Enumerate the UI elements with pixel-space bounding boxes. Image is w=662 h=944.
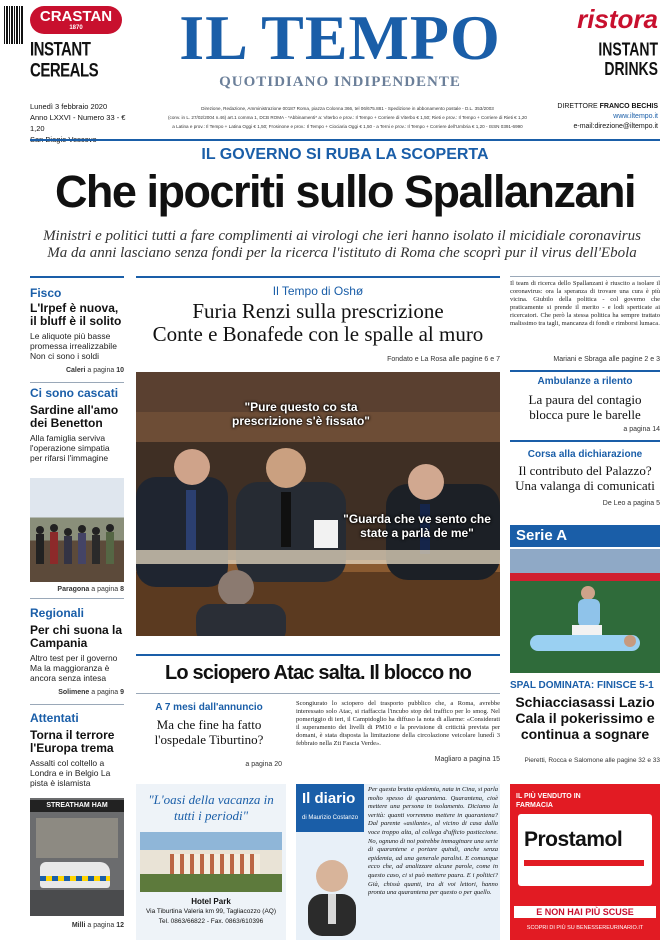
atac-article: Scongiurato lo sciopero del trasporto pubblico che, a Roma, avrebbe interessato solo Atac, si riaffaccia l'incubo stop del traffico per lo smog. Nel pomeriggio di ieri, il Campidoglio ha diffuso la nota di allarme: «Considerati il superamento dei livelli di PM10 e la previsione di criticità prevista per domani, è stata disposta la limitazione della circolazione veicolare lunedì 3 febbraio nella Zti Fascia Verde». [296, 700, 500, 747]
right-masthead-ad[interactable] [562, 4, 658, 84]
speech-bubble-1: "Pure questo co sta prescrizione s'è fissato" [232, 400, 370, 428]
corsa-kicker: Corsa alla dichiarazione [527, 449, 643, 460]
tiburtino-box: A 7 mesi dall'annuncio Ma che fine ha fatto l'ospedale Tiburtino? a pagina 20 [136, 702, 282, 768]
prostamol-footer: SCOPRI DI PIÙ SU BENESSEREURINARIO.IT [526, 925, 644, 931]
diario-text: Per questa brutta epidemia, nata in Cina, si parla molto spesso di quarantena. Quarantena, cioè mettere una persona in isolamento. Diciamo la verità: quanti vorremmo mettere in quarantena? Dal parente «asilante», al vicino di casa dalla voce troppo alta, al collega d'ufficio pasticcione. No, ognuno di noi potrebbe immaginare una serie di quarantene e portare quindi, anche senza epidemia, ad una generale paralisi. E comunque ecco che, ad analizzare alcune parole, come in questo caso, ci si può mettere paura. E i politici? Già, chissà quanti, tra di voi lettori, hanno pronta una quarantena per questo o per quello. [368, 786, 498, 897]
hotel-name: Hotel Park [191, 897, 231, 906]
corsa-title[interactable]: Il contributo del Palazzo? Una valanga di comunicati [515, 463, 655, 493]
serie-a-label: Serie A [510, 525, 660, 547]
diario-box [296, 784, 500, 940]
hotel-slogan: "L'oasi della vacanza in tutti i periodi" [148, 792, 274, 823]
center-headline[interactable]: Furia Renzi sulla prescrizione Conte e Bonafede con le spalle al muro [152, 299, 484, 346]
spal-title[interactable]: Schiacciasassi Lazio Cala il pokerissimo e continua a sognare [515, 694, 655, 742]
diario-header: Il diario di Maurizio Costanzo [296, 784, 364, 832]
publisher-info: Direzione, Redazione, Amministrazione 00187 Roma, piazza Colonna 366, tel 06/675.881 - Spedizione in abbonamento postale - D.L. 353/2003 (conv. in L. 27/02/2004 n.46) art.1 comma 1, DCB ROMA - *Abbinamenti* a: Viterbo e prov.: Il Tempo + Corriere di Viterbo € 1,50; Rieti e prov.: Il Tempo + Corriere di Rieti € 1,20 a Latina e prov.: Il Tempo + Latina Oggi € 1,50; Frosinone e prov.: Il Tempo + Ciociaria Oggi € 1,50 - a Terni e prov.: Il Tempo + Corriere dell'Umbria € 1,20 - ISSN 0391-6990 [168, 106, 527, 129]
ambulanze-kicker: Ambulanze a rilento [537, 376, 633, 387]
tiburtino-title[interactable]: Ma che fine ha fatto l'ospedale Tiburtino? [154, 717, 264, 747]
left-column: Fisco L'Irpef è nuova, il bluff è il solito Le aliquote più basse promessa irrealizzabile Non ci sono i soldi Caleri a pagina 10 [30, 276, 124, 374]
costanzo-portrait [300, 848, 364, 936]
parliament-photo [136, 372, 500, 636]
right-ad-product: INSTANT DRINKS [598, 38, 658, 79]
fisco-title[interactable]: L'Irpef è nuova, il bluff è il solito [30, 301, 122, 328]
lead-kicker: IL GOVERNO SI RUBA LA SCOPERTA [201, 146, 489, 163]
email-link[interactable]: e-mail:direzione@iltempo.it [573, 123, 658, 130]
masthead-subtitle: QUOTIDIANO INDIPENDENTE [219, 74, 461, 90]
ristora-logo: ristora [577, 4, 658, 34]
prostamol-box [518, 814, 652, 886]
left-masthead-ad[interactable] [30, 6, 126, 82]
street-sign: STREATHAM HAM [30, 800, 124, 812]
center-kicker: Il Tempo di Oshø [272, 284, 364, 298]
crowd-figures [30, 478, 124, 582]
issue-price: Anno LXXVI - Numero 33 - € 1,20 [30, 113, 126, 133]
hotel-ad[interactable]: "L'oasi della vacanza in tutti i periodi" Hotel Park Via Tiburtina Valeria km 99, Tagliacozzo (AQ) Tel. 0863/66822 - Fax. 0863/610396 [136, 784, 286, 940]
center-byline: Fondato e La Rosa alle pagine 6 e 7 [387, 356, 500, 363]
attentati-photo [30, 798, 124, 916]
sardine-title[interactable]: Sardine all'amo dei Benetton [30, 403, 119, 430]
prostamol-ad[interactable] [510, 784, 660, 940]
sardine-photo [30, 478, 124, 582]
attentati-title[interactable]: Torna il terrore l'Europa trema [30, 728, 115, 755]
hotel-photo [140, 832, 282, 892]
fisco-text: Le aliquote più basse promessa irrealizzabile Non ci sono i soldi [30, 331, 117, 361]
lead-headline[interactable]: Che ipocriti sullo Spallanzani [54, 166, 636, 217]
date: Lunedì 3 febbraio 2020 [30, 102, 108, 111]
ambulanze-title[interactable]: La paura del contagio blocca pure le barelle [528, 392, 642, 422]
atac-ref: Magliaro a pagina 15 [434, 756, 500, 763]
tiburtino-kicker: A 7 mesi dall'annuncio [155, 702, 263, 713]
barcode [4, 6, 24, 44]
website-link[interactable]: www.iltempo.it [613, 113, 658, 120]
left-ad-product: INSTANT CEREALS [30, 38, 99, 82]
section-fisco: Fisco [30, 286, 62, 300]
speech-bubble-2: "Guarda che ve sento che state a parlà de me" [343, 512, 491, 540]
figure-conte [136, 449, 228, 587]
prostamol-top: IL PIÙ VENDUTO IN FARMACIA [516, 793, 581, 809]
left-section-regionali: Regionali Per chi suona la Campania Altro test per il governo Ma la maggioranza è ancora senza intesa Solimene a pagina 9 [30, 606, 124, 696]
police-car [40, 862, 110, 888]
spal-kicker: SPAL DOMINATA: FINISCE 5-1 [510, 680, 654, 691]
prostamol-slogan: E NON HAI PIÙ SCUSE [514, 906, 656, 918]
spallanzani-article: Il team di ricerca dello Spallanzani è riuscito a isolare il coronavirus: ora la speranza di trovare una cura è più vicina. Giubilo della politica - col governo che praticamente si prende il merito - e lodi sperticate ai ricercatori. Che però la stessa politica ha sempre trattato malissimo tra tagli, mancanza di fondi e rimborsi lumaca. [510, 280, 660, 327]
lazio-photo [510, 549, 660, 673]
regionali-title[interactable]: Per chi suona la Campania [30, 623, 123, 650]
crastan-logo: CRASTAN 1870 [30, 6, 122, 34]
masthead-title: IL TEMPO [179, 2, 501, 73]
left-section-attentati: Attentati Torna il terrore l'Europa trema Assalti col coltello a Londra e in Belgio La pista è islamista [30, 711, 124, 788]
prostamol-brand: Prostamol [524, 828, 623, 851]
director-box: DIRETTORE FRANCO BECHIS www.iltempo.it e-mail:direzione@iltempo.it [550, 102, 658, 132]
atac-headline[interactable]: Lo sciopero Atac salta. Il blocco no [164, 662, 472, 684]
lead-deck: Ministri e politici tutti a fare complimenti ai virologi che ieri hanno isolato il micidiale coronavirus Ma da anni lasciano senza fondi per la ricerca l'istituto di Roma che scoprì pur il virus dell'Ebola [43, 228, 641, 261]
left-section-sardine: Ci sono cascati Sardine all'amo dei Benetton Alla famiglia serviva l'operazione simpatia per rifarsi l'immagine [30, 386, 124, 463]
